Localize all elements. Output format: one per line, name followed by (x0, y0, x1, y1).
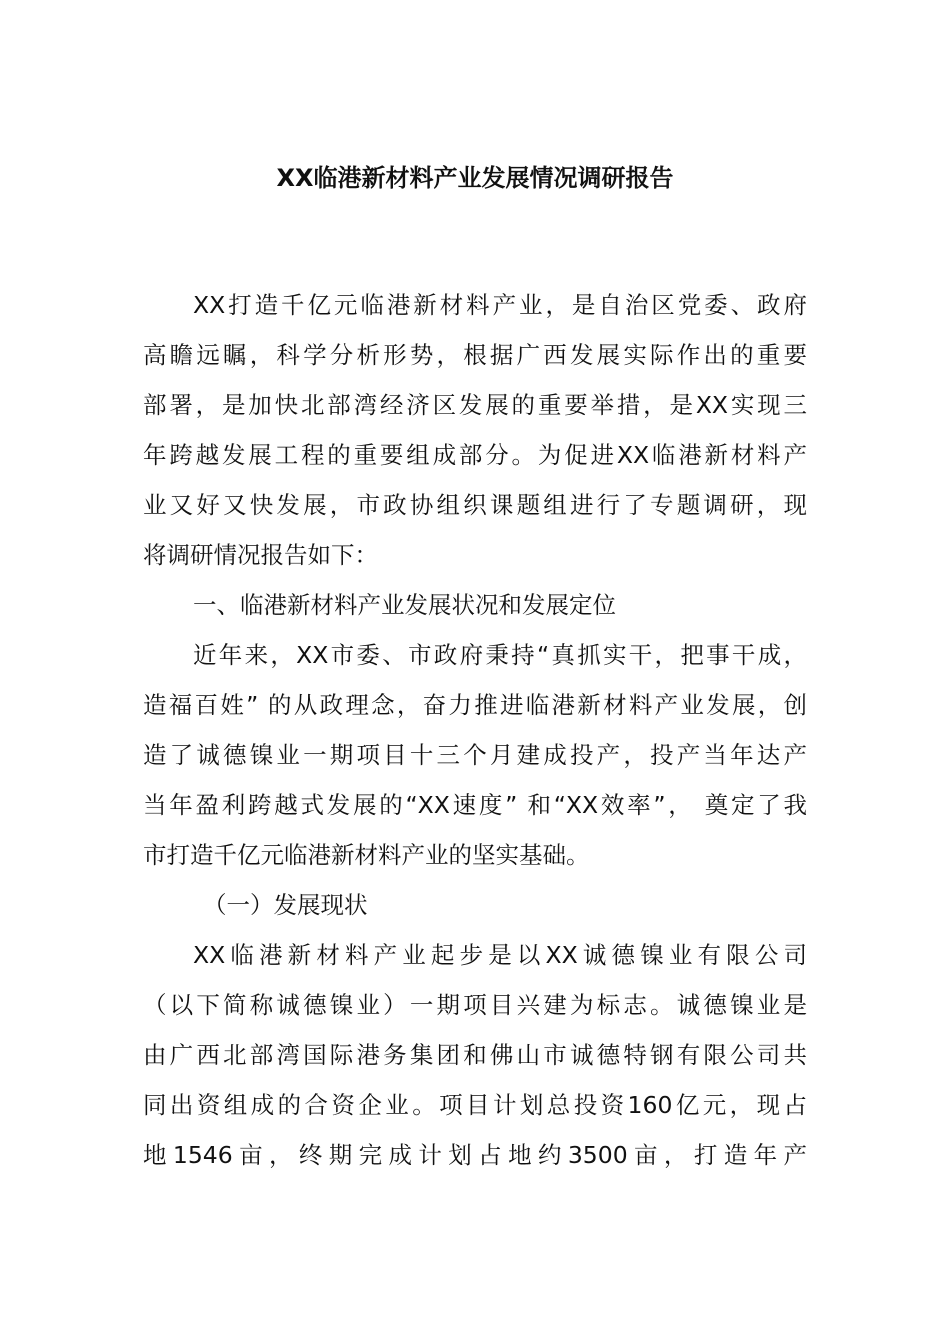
paragraph-line: 造了诚德镍业一期项目十三个月建成投产，投产当年达产 (143, 741, 807, 769)
paragraph-line: 造福百姓” 的从政理念，奋力推进临港新材料产业发展，创 (143, 691, 807, 719)
paragraph-line: XX打造千亿元临港新材料产业，是自治区党委、政府 (193, 291, 807, 319)
paragraph-line: 市打造千亿元临港新材料产业的坚实基础。 (143, 841, 590, 869)
paragraph-line: 高瞻远瞩，科学分析形势，根据广西发展实际作出的重要 (143, 341, 807, 369)
paragraph-line: （以下简称诚德镍业）一期项目兴建为标志。诚德镍业是 (143, 991, 807, 1019)
paragraph-line: 同出资组成的合资企业。项目计划总投资160亿元，现占 (143, 1091, 807, 1119)
paragraph-line: XX临港新材料产业起步是以XX诚德镍业有限公司 (193, 941, 807, 969)
paragraph-line: 业又好又快发展，市政协组织课题组进行了专题调研，现 (143, 491, 807, 519)
paragraph-line: 近年来，XX市委、市政府秉持“真抓实干，把事干成， (193, 641, 807, 669)
section-heading: 一、临港新材料产业发展状况和发展定位 (193, 591, 616, 619)
paragraph-line: 将调研情况报告如下： (143, 541, 378, 569)
subsection-heading: （一）发展现状 (203, 891, 368, 919)
paragraph-line: 地1546亩，终期完成计划占地约3500亩，打造年产 (143, 1141, 807, 1169)
paragraph-line: 部署，是加快北部湾经济区发展的重要举措，是XX实现三 (143, 391, 807, 419)
document-title: XX临港新材料产业发展情况调研报告 (276, 164, 674, 192)
document-body (143, 280, 807, 1180)
paragraph-line: 年跨越发展工程的重要组成部分。为促进XX临港新材料产 (143, 441, 807, 469)
paragraph-line: 当年盈利跨越式发展的“XX速度” 和“XX效率”， 奠定了我 (143, 791, 807, 819)
paragraph-line: 由广西北部湾国际港务集团和佛山市诚德特钢有限公司共 (143, 1041, 807, 1069)
